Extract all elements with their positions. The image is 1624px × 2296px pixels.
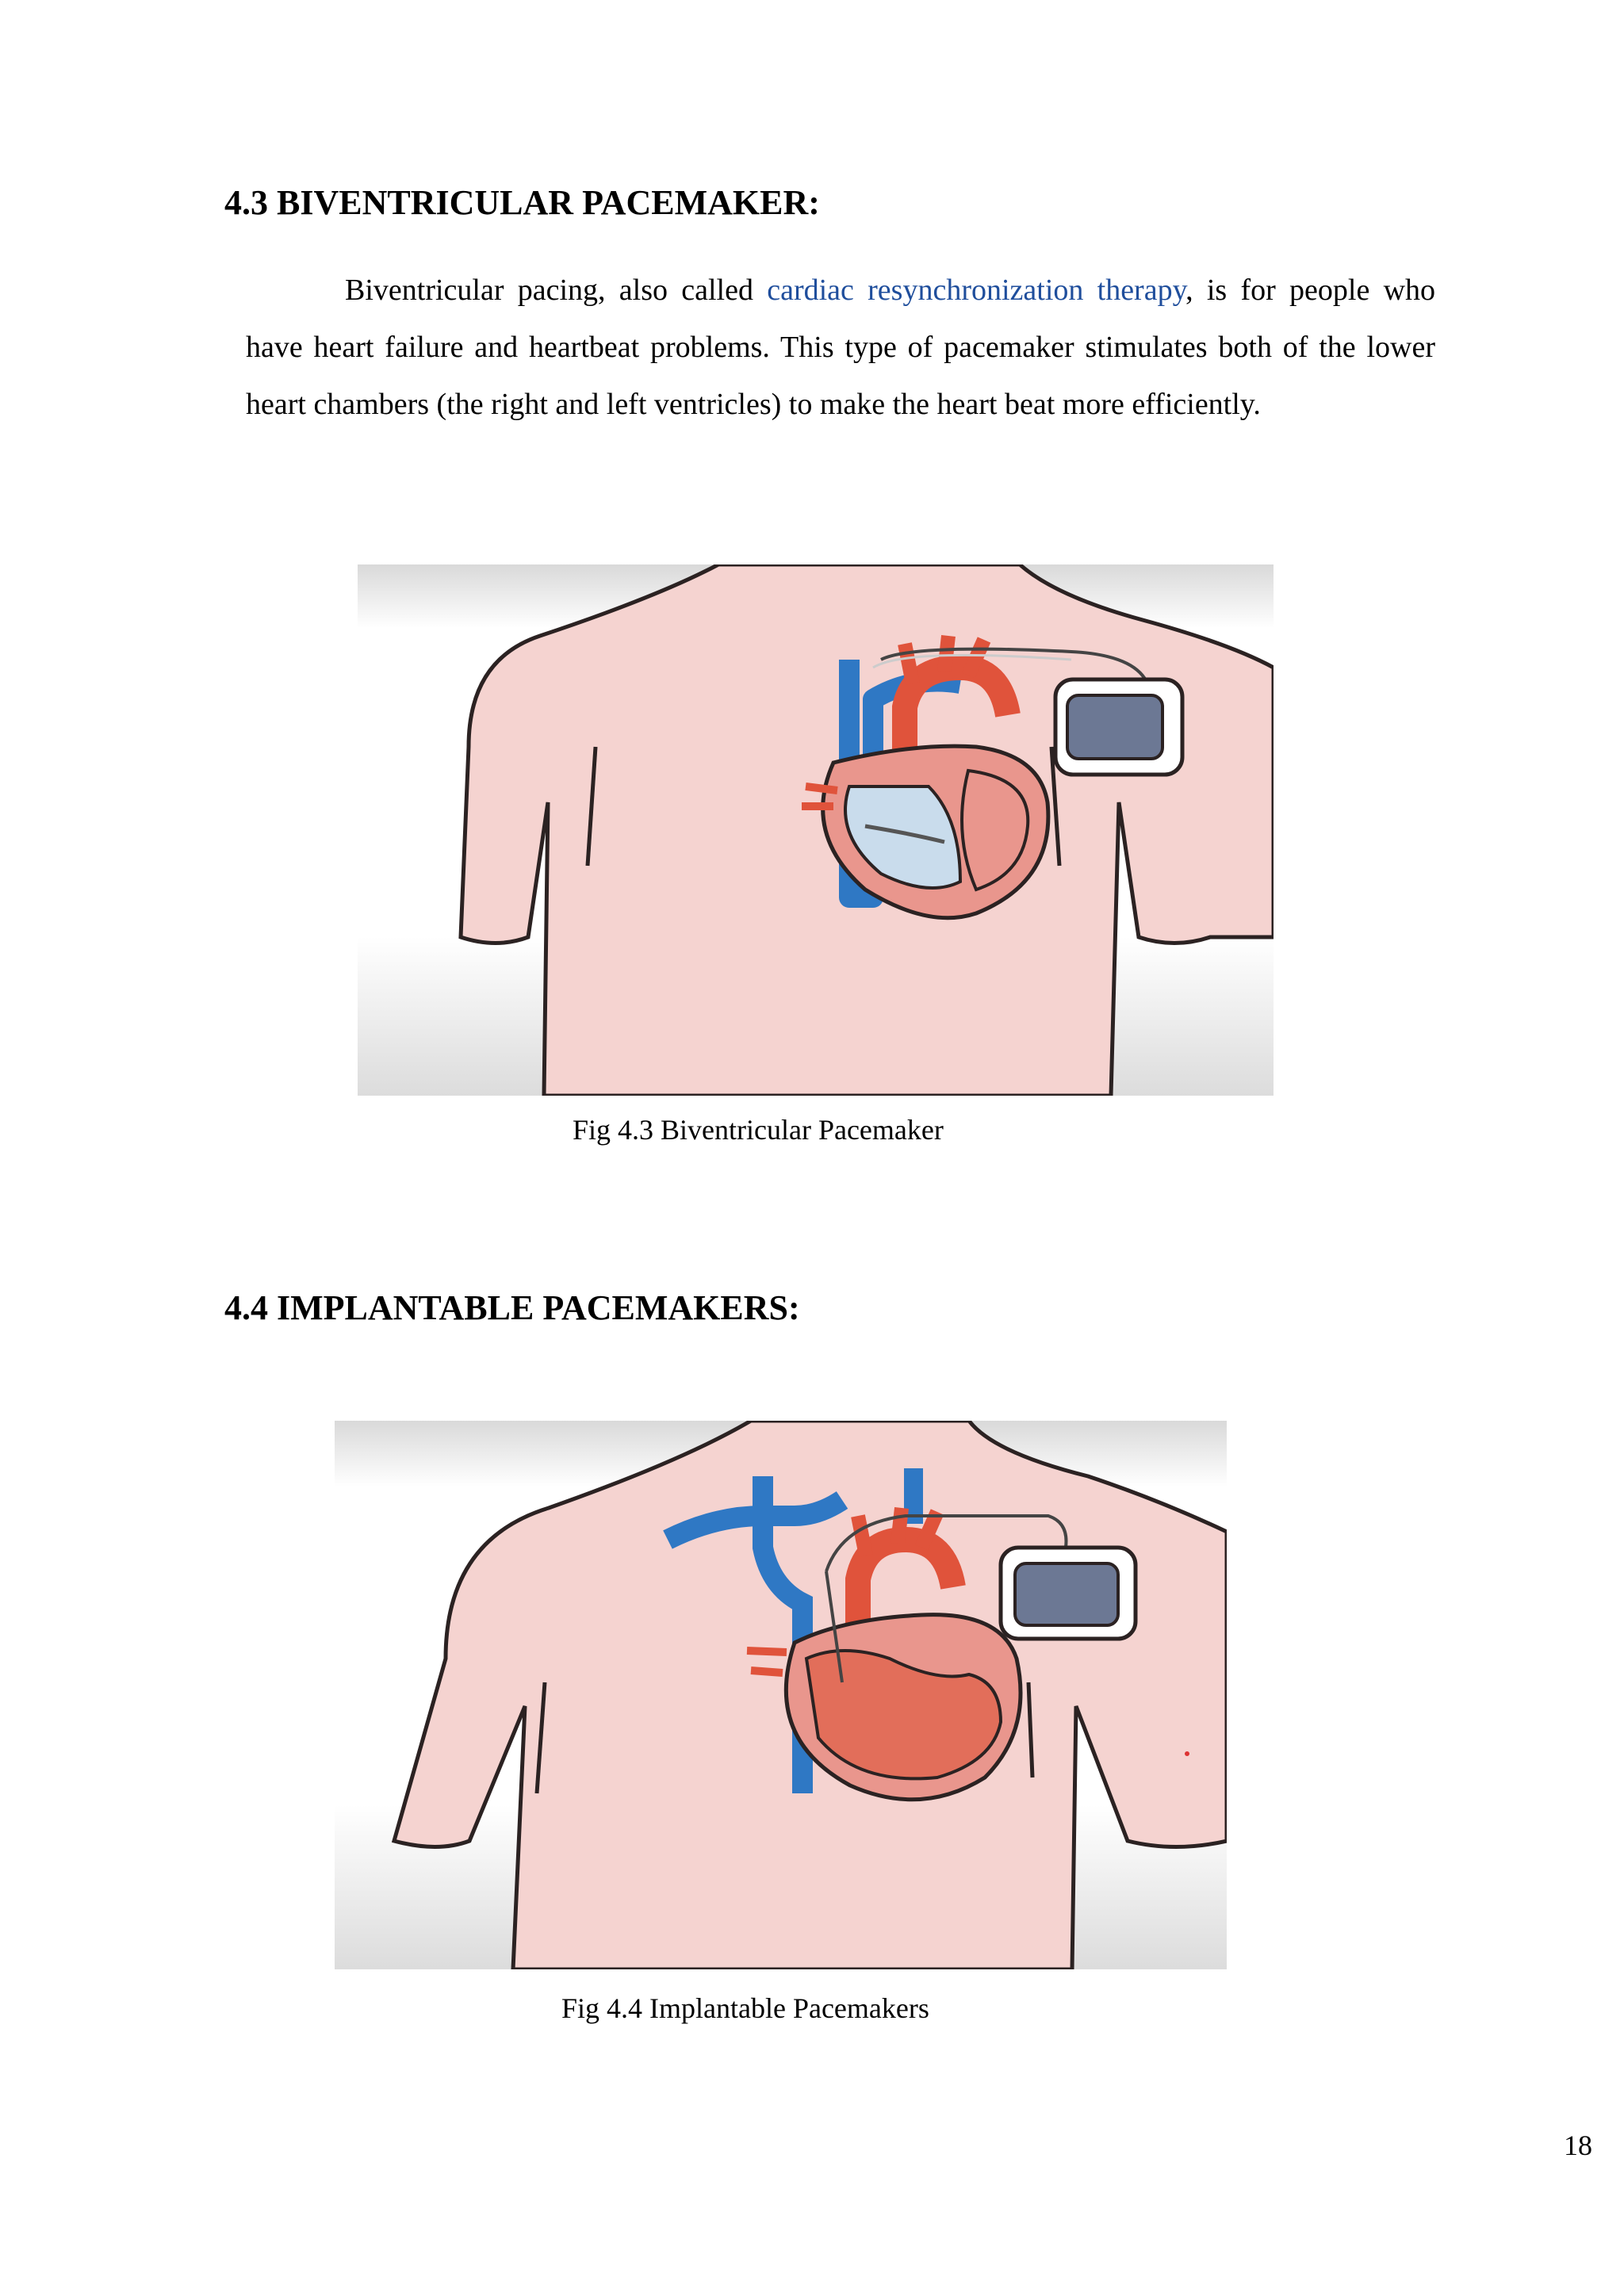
biventricular-pacemaker-illustration [358,564,1274,1096]
paragraph-text-start: Biventricular pacing, also called [345,274,768,307]
section-heading-biventricular: 4.3 BIVENTRICULAR PACEMAKER: [224,183,820,222]
implantable-pacemaker-illustration [335,1421,1227,1969]
body-paragraph [246,262,1435,433]
figure-caption-4-4: Fig 4.4 Implantable Pacemakers [561,1992,929,2024]
cardiac-resynchronization-link[interactable]: cardiac resynchronization therapy [767,274,1186,307]
page-number: 18 [1564,2130,1592,2161]
figure-caption-4-3: Fig 4.3 Biventricular Pacemaker [573,1114,944,1146]
section-heading-implantable: 4.4 IMPLANTABLE PACEMAKERS: [224,1288,800,1327]
paragraph-text-end: , is for people who have heart failure and heartbeat problems. This type of pacemaker stimulates both of the lower heart chambers (the right and left ventricles) to make the heart beat more efficiently. [246,274,1436,421]
